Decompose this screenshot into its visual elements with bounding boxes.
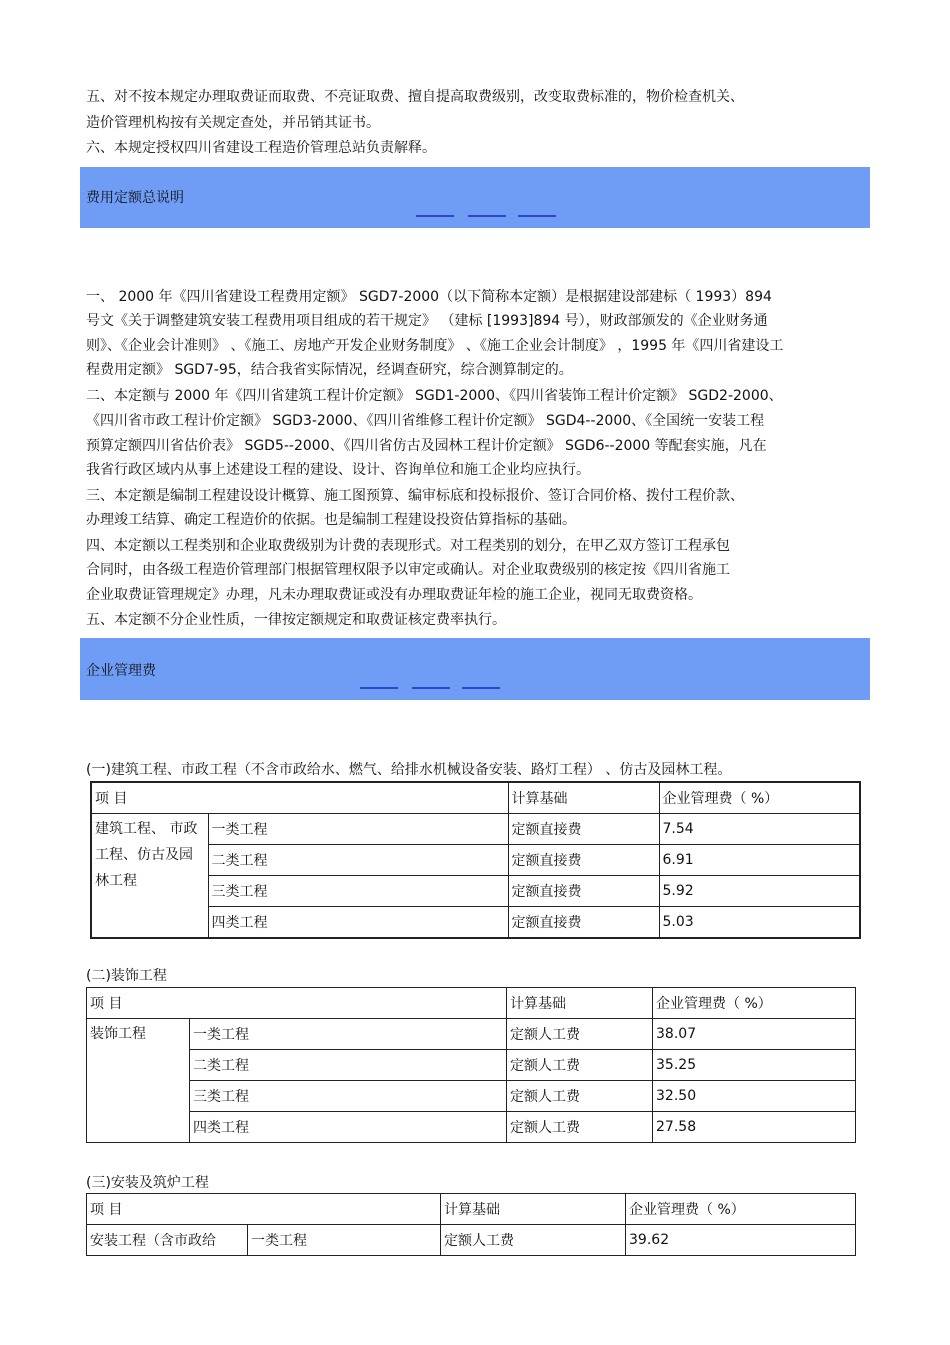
- category-cell: 四类工程: [208, 907, 508, 939]
- rate-cell: 35.25: [653, 1050, 856, 1081]
- para-line: 三、本定额是编制工程建设设计概算、施工图预算、编审标底和投标报价、签订合同价格、拨付工程价款、: [86, 488, 744, 504]
- section-banner-management-fee: [80, 638, 870, 700]
- category-cell: 二类工程: [190, 1050, 507, 1081]
- table-installation-works: [86, 1193, 856, 1256]
- category-cell: 三类工程: [208, 876, 508, 907]
- banner-underline: [518, 215, 556, 217]
- basis-cell: 定额直接费: [508, 845, 659, 876]
- intro-line-2: 造价管理机构按有关规定查处，并吊销其证书。: [86, 115, 380, 131]
- category-cell: 一类工程: [208, 814, 508, 845]
- table1-caption: (一)建筑工程、市政工程（不含市政给水、燃气、给排水机械设备安装、路灯工程） 、仿古及园林工程。: [86, 762, 732, 778]
- category-cell: 二类工程: [208, 845, 508, 876]
- banner-underline: [360, 687, 398, 689]
- para-line: 二、本定额与 2000 年《四川省建筑工程计价定额》 SGD1-2000、《四川省装饰工程计价定额》 SGD2-2000、: [86, 388, 783, 404]
- table-row: [91, 814, 860, 845]
- basis-cell: 定额直接费: [508, 814, 659, 845]
- header-basis: 计算基础: [441, 1194, 626, 1225]
- category-cell: 三类工程: [190, 1081, 507, 1112]
- rate-cell: 6.91: [659, 845, 860, 876]
- para-line: 程费用定额》 SGD7-95，结合我省实际情况，经调查研究，综合测算制定的。: [86, 362, 573, 378]
- banner-underline: [412, 687, 450, 689]
- banner-underline: [416, 215, 454, 217]
- table-row: [87, 1050, 856, 1081]
- header-rate: 企业管理费（ %）: [659, 782, 860, 814]
- header-basis: 计算基础: [508, 782, 659, 814]
- header-rate: 企业管理费（ %）: [626, 1194, 856, 1225]
- group-label: 装饰工程: [87, 1019, 190, 1143]
- header-item: 项 目: [87, 988, 507, 1019]
- table3-caption: (三)安装及筑炉工程: [86, 1175, 209, 1191]
- table-row: [87, 1081, 856, 1112]
- banner-underline: [462, 687, 500, 689]
- para-line: 我省行政区域内从事上述建设工程的建设、设计、咨询单位和施工企业均应执行。: [86, 462, 590, 478]
- basis-cell: 定额直接费: [508, 876, 659, 907]
- basis-cell: 定额人工费: [507, 1019, 653, 1050]
- basis-cell: 定额人工费: [507, 1112, 653, 1143]
- header-basis: 计算基础: [507, 988, 653, 1019]
- para-line: 预算定额四川省估价表》 SGD5--2000、《四川省仿古及园林工程计价定额》 SGD6--2000 等配套实施，凡在: [86, 438, 767, 454]
- rate-cell: 32.50: [653, 1081, 856, 1112]
- rate-cell: 39.62: [626, 1225, 856, 1256]
- para-line: 一、 2000 年《四川省建设工程费用定额》 SGD7-2000（以下简称本定额）是根据建设部建标（ 1993）894: [86, 289, 772, 305]
- rate-cell: 5.03: [659, 907, 860, 939]
- para-line: 《四川省市政工程计价定额》 SGD3-2000、《四川省维修工程计价定额》 SGD4--2000、《全国统一安装工程: [86, 413, 765, 429]
- basis-cell: 定额人工费: [441, 1225, 626, 1256]
- para-line: 五、本定额不分企业性质，一律按定额规定和取费证核定费率执行。: [86, 612, 506, 628]
- para-line: 号文《关于调整建筑安装工程费用项目组成的若干规定》 （建标 [1993]894 号），财政部颁发的《企业财务通: [86, 313, 768, 329]
- category-cell: 一类工程: [190, 1019, 507, 1050]
- table-row: [87, 1225, 856, 1256]
- rate-cell: 38.07: [653, 1019, 856, 1050]
- table-decoration-works: [86, 987, 856, 1143]
- header-item: 项 目: [87, 1194, 441, 1225]
- table-header-row: [87, 988, 856, 1019]
- para-line: 办理竣工结算、确定工程造价的依据。也是编制工程建设投资估算指标的基础。: [86, 512, 576, 528]
- rate-cell: 7.54: [659, 814, 860, 845]
- intro-line-1: 五、对不按本规定办理取费证而取费、不亮证取费、擅自提高取费级别，改变取费标准的，物价检查机关、: [86, 89, 744, 105]
- group-label: 安装工程（含市政给: [87, 1225, 248, 1256]
- header-rate: 企业管理费（ %）: [653, 988, 856, 1019]
- basis-cell: 定额人工费: [507, 1050, 653, 1081]
- rate-cell: 27.58: [653, 1112, 856, 1143]
- table-row: [87, 1112, 856, 1143]
- banner-underline: [468, 215, 506, 217]
- basis-cell: 定额人工费: [507, 1081, 653, 1112]
- para-line: 四、本定额以工程类别和企业取费级别为计费的表现形式。对工程类别的划分，在甲乙双方签订工程承包: [86, 538, 730, 554]
- table-building-works: [90, 781, 861, 939]
- section-banner-fee-quota: [80, 167, 870, 228]
- header-item: 项 目: [91, 782, 508, 814]
- category-cell: 一类工程: [248, 1225, 441, 1256]
- category-cell: 四类工程: [190, 1112, 507, 1143]
- para-line: 合同时，由各级工程造价管理部门根据管理权限予以审定或确认。对企业取费级别的核定按《四川省施工: [86, 562, 730, 578]
- rate-cell: 5.92: [659, 876, 860, 907]
- banner-title: 费用定额总说明: [86, 190, 184, 206]
- basis-cell: 定额直接费: [508, 907, 659, 939]
- table-header-row: [91, 782, 860, 814]
- intro-line-3: 六、本规定授权四川省建设工程造价管理总站负责解释。: [86, 140, 436, 156]
- table-header-row: [87, 1194, 856, 1225]
- table2-caption: (二)装饰工程: [86, 968, 167, 984]
- group-label: 建筑工程、 市政工程、仿古及园林工程: [91, 814, 208, 939]
- para-line: 企业取费证管理规定》办理，凡未办理取费证或没有办理取费证年检的施工企业，视同无取费资格。: [86, 587, 702, 603]
- banner-title: 企业管理费: [86, 663, 156, 679]
- table-row: [87, 1019, 856, 1050]
- para-line: 则》、《企业会计准则》 、《施工、房地产开发企业财务制度》 、《施工企业会计制度》 ，1995 年《四川省建设工: [86, 338, 784, 354]
